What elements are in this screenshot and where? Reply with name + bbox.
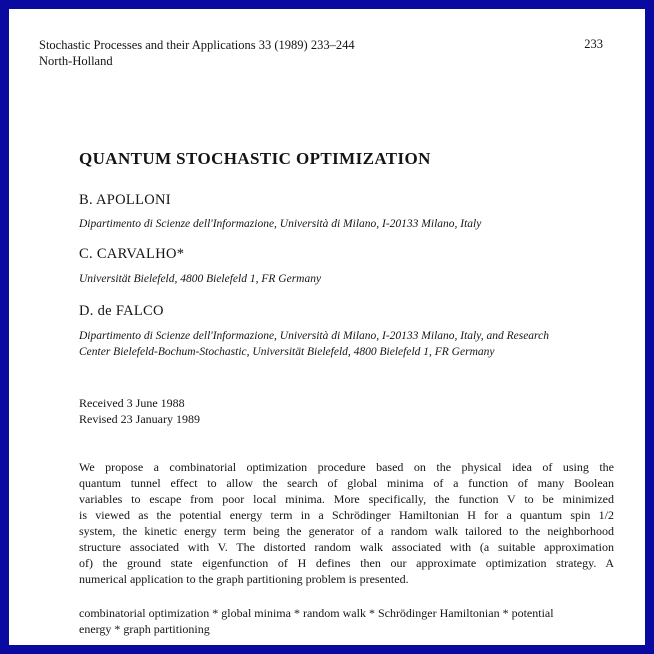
keywords-line: combinatorial optimization * global minima * random walk * Schrödinger Hamiltonian * potential xyxy=(79,606,554,620)
received-date: Received 3 June 1988 xyxy=(79,396,185,410)
journal-line: Stochastic Processes and their Applications 33 (1989) 233–244 xyxy=(39,38,355,52)
author-name: D. de FALCO xyxy=(79,303,164,319)
affiliation-line: Center Bielefeld-Bochum-Stochastic, Universität Bielefeld, 4800 Bielefeld 1, FR Germany xyxy=(79,346,495,358)
author-name: B. APOLLONI xyxy=(79,192,171,208)
affiliation-line: Dipartimento di Scienze dell'Informazione, Università di Milano, I-20133 Milano, Italy xyxy=(79,218,482,230)
submission-dates xyxy=(79,395,200,427)
author-affiliation xyxy=(79,328,549,360)
abstract-line: is viewed as the potential energy term in a Schrödinger Hamiltonian H for a quantum spin 1/2 xyxy=(79,508,614,522)
affiliation-line: Universität Bielefeld, 4800 Bielefeld 1, FR Germany xyxy=(79,273,322,285)
keywords-line: energy * graph partitioning xyxy=(79,622,210,636)
paper-page xyxy=(9,9,645,645)
abstract-line: system, the kinetic energy term being the generator of a random walk tailored to the neighborhood xyxy=(79,524,614,538)
abstract-line: We propose a combinatorial optimization procedure based on the physical idea of using the xyxy=(79,460,614,474)
abstract-line: structure associated with V. The distorted random walk associated with (a suitable approximation xyxy=(79,540,614,554)
revised-date: Revised 23 January 1989 xyxy=(79,412,200,426)
abstract-line: numerical application to the graph partitioning problem is presented. xyxy=(79,572,409,586)
abstract-line: variables to escape from poor local minima. More specifically, the function V to be minimized xyxy=(79,492,614,506)
author-name: C. CARVALHO* xyxy=(79,246,185,262)
abstract-line: of) the ground state eigenfunction of H defines then our approximate optimization strategy. A xyxy=(79,556,614,570)
page-number: 233 xyxy=(584,37,603,51)
publisher-line: North-Holland xyxy=(39,54,113,68)
blue-frame xyxy=(4,4,650,650)
abstract xyxy=(79,459,614,587)
affiliation-line: Dipartimento di Scienze dell'Informazione, Università di Milano, I-20133 Milano, Italy, and Research xyxy=(79,330,549,342)
keywords xyxy=(79,605,554,637)
journal-citation xyxy=(39,37,355,69)
paper-title: QUANTUM STOCHASTIC OPTIMIZATION xyxy=(79,149,431,168)
author-affiliation xyxy=(79,271,321,287)
abstract-line: quantum tunnel effect to allow the search of global minima of a function of many Boolean xyxy=(79,476,614,490)
author-affiliation xyxy=(79,216,481,232)
